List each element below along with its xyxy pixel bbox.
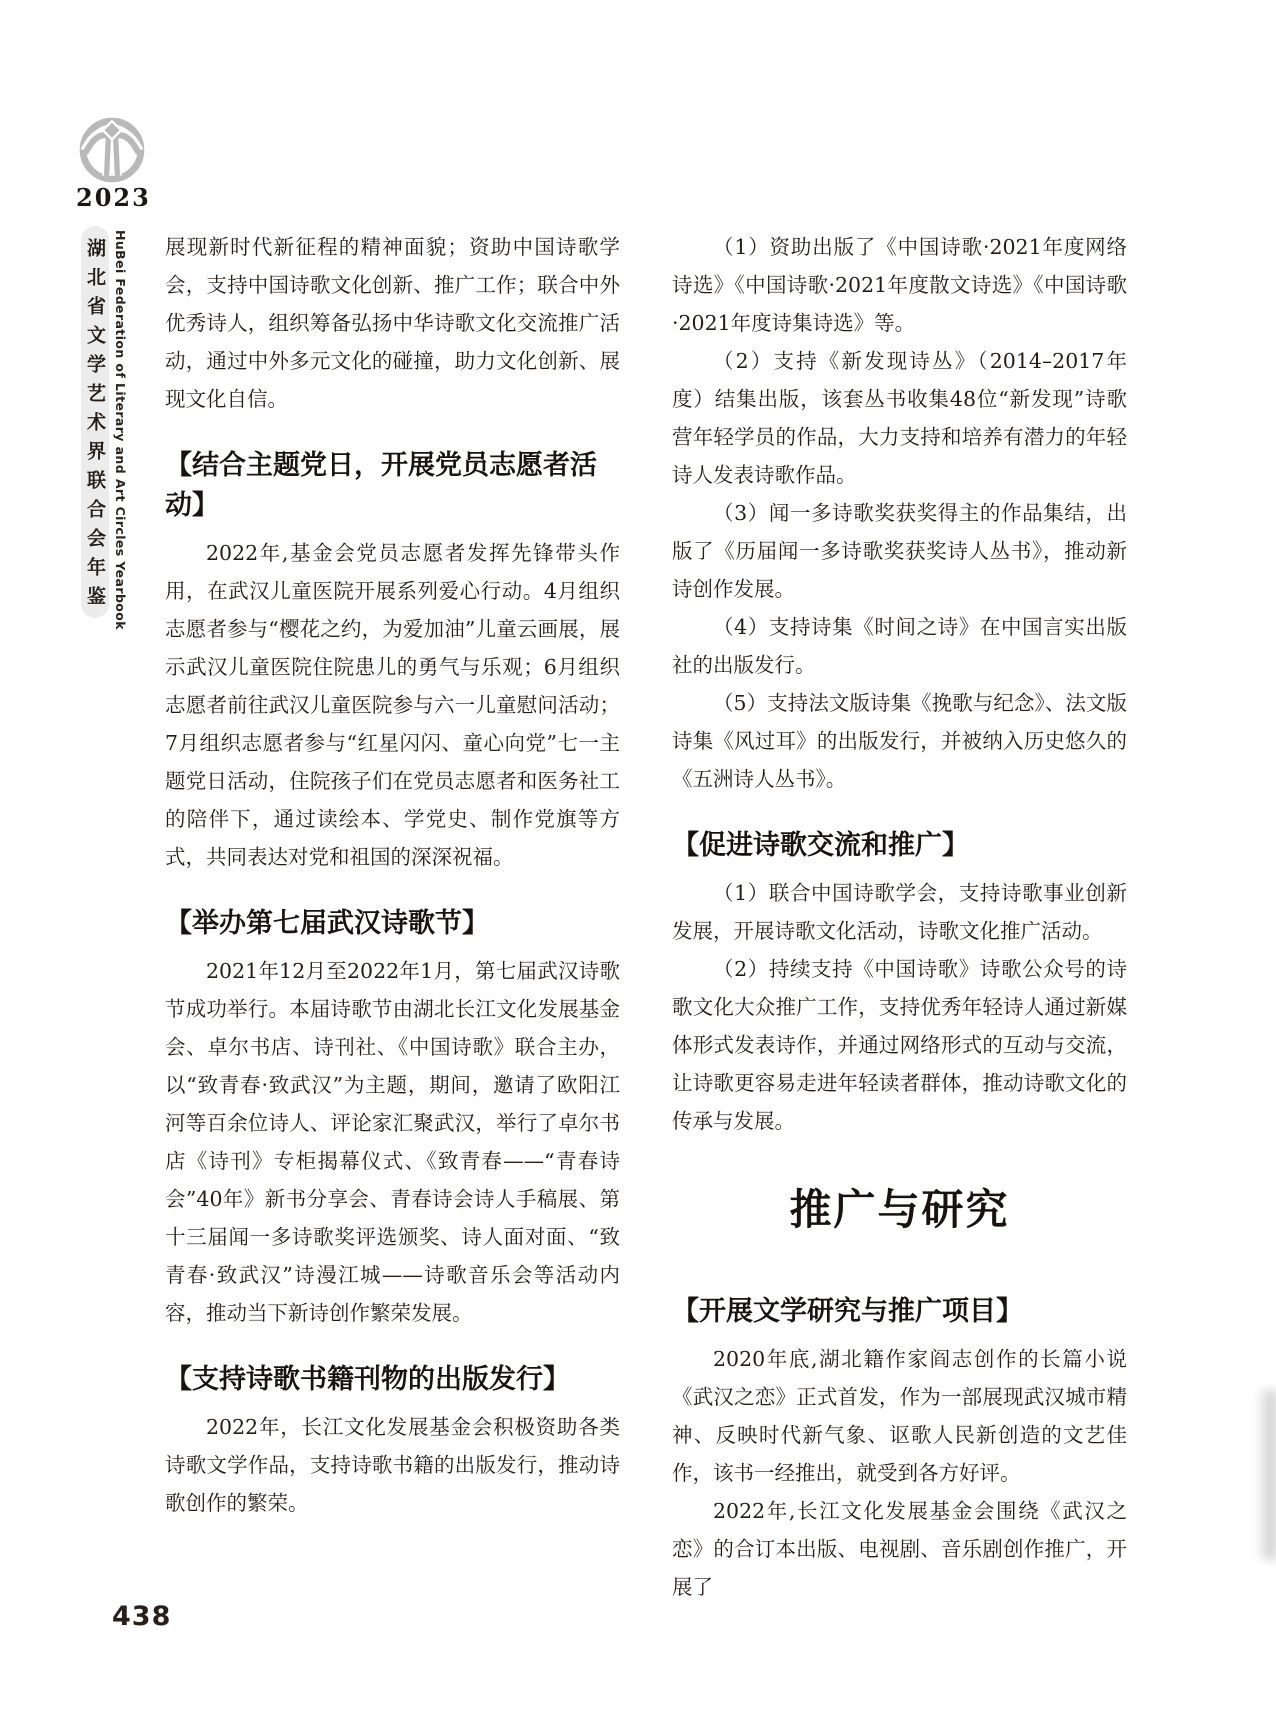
list-item: （4）支持诗集《时间之诗》在中国言实出版社的出版发行。 xyxy=(672,615,1127,677)
paragraph: 2022年,长江文化发展基金会围绕《武汉之恋》的合订本出版、电视剧、音乐剧创作推广，开展了 xyxy=(672,1499,1127,1599)
section-title-promotion-research: 推广与研究 xyxy=(789,1185,1010,1234)
entry-heading-poetry-publishing: 【支持诗歌书籍刊物的出版发行】 xyxy=(165,1364,570,1395)
list-item: （5）支持法文版诗集《挽歌与纪念》、法文版诗集《风过耳》的出版发行，并被纳入历史悠久的《五洲诗人丛书》。 xyxy=(672,691,1127,791)
right-column xyxy=(672,228,1127,1606)
paragraph: 2020年底,湖北籍作家阎志创作的长篇小说《武汉之恋》正式首发，作为一部展现武汉城市精神、反映时代新气象、讴歌人民新创造的文艺佳作，该书一经推出，就受到各方好评。 xyxy=(672,1347,1127,1485)
entry-heading-party-day-volunteers: 【结合主题党日，开展党员志愿者活动】 xyxy=(165,450,597,521)
paragraph-continued: 展现新时代新征程的精神面貌；资助中国诗歌学会，支持中国诗歌文化创新、推广工作；联合中外优秀诗人，组织筹备弘扬中华诗歌文化交流推广活动，通过中外多元文化的碰撞，助力文化创新、展现文化自信。 xyxy=(165,235,620,411)
list-item: （2）持续支持《中国诗歌》诗歌公众号的诗歌文化大众推广工作，支持优秀年轻诗人通过新媒体形式发表诗作，并通过网络形式的互动与交流，让诗歌更容易走进年轻读者群体，推动诗歌文化的传承与发展。 xyxy=(672,957,1127,1133)
list-item: （2）支持《新发现诗丛》（2014–2017年度）结集出版，该套丛书收集48位“新发现”诗歌营年轻学员的作品，大力支持和培养有潜力的年轻诗人发表诗歌作品。 xyxy=(672,349,1127,487)
page-edge-shadow xyxy=(1256,1390,1276,1560)
page-number: 438 xyxy=(112,1601,172,1632)
left-column xyxy=(165,228,620,1522)
entry-heading-literary-research: 【开展文学研究与推广项目】 xyxy=(672,1296,1023,1327)
paragraph: 2022年，长江文化发展基金会积极资助各类诗歌文学作品，支持诗歌书籍的出版发行，推动诗歌创作的繁荣。 xyxy=(165,1415,620,1515)
paragraph: 2022年,基金会党员志愿者发挥先锋带头作用，在武汉儿童医院开展系列爱心行动。4月组织志愿者参与“樱花之约，为爱加油”儿童云画展，展示武汉儿童医院住院患儿的勇气与乐观；6月组织志愿者前往武汉儿童医院参与六一儿童慰问活动；7月组织志愿者参与“红星闪闪、童心向党”七一主题党日活动，住院孩子们在党员志愿者和医务社工的陪伴下，通过读绘本、学党史、制作党旗等方式，共同表达对党和祖国的深深祝福。 xyxy=(165,541,620,869)
list-item: （3）闻一多诗歌奖获奖得主的作品集结，出版了《历届闻一多诗歌奖获奖诗人丛书》，推动新诗创作发展。 xyxy=(672,501,1127,601)
year-label: 2023 xyxy=(76,183,151,212)
sidebar-title-english: HuBei Federation of Literary and Art Circles Yearbook xyxy=(113,230,128,630)
sidebar-title-chinese: 湖北省文学艺术界联合会年鉴 xyxy=(81,226,109,618)
list-item: （1）资助出版了《中国诗歌·2021年度网络诗选》《中国诗歌·2021年度散文诗选》《中国诗歌·2021年度诗集诗选》等。 xyxy=(672,235,1127,335)
entry-heading-poetry-exchange: 【促进诗歌交流和推广】 xyxy=(672,830,969,861)
list-item: （1）联合中国诗歌学会，支持诗歌事业创新发展，开展诗歌文化活动，诗歌文化推广活动。 xyxy=(672,881,1127,943)
entry-heading-wuhan-poetry-festival: 【举办第七届武汉诗歌节】 xyxy=(165,908,489,939)
paragraph: 2021年12月至2022年1月，第七届武汉诗歌节成功举行。本届诗歌节由湖北长江文化发展基金会、卓尔书店、诗刊社、《中国诗歌》联合主办，以“致青春·致武汉”为主题，期间，邀请了欧阳江河等百余位诗人、评论家汇聚武汉，举行了卓尔书店《诗刊》专柜揭幕仪式、《致青春——“青春诗会”40年》新书分享会、青春诗会诗人手稿展、第十三届闻一多诗歌奖评选颁奖、诗人面对面、“致青春·致武汉”诗漫江城——诗歌音乐会等活动内容，推动当下新诗创作繁荣发展。 xyxy=(165,959,620,1325)
